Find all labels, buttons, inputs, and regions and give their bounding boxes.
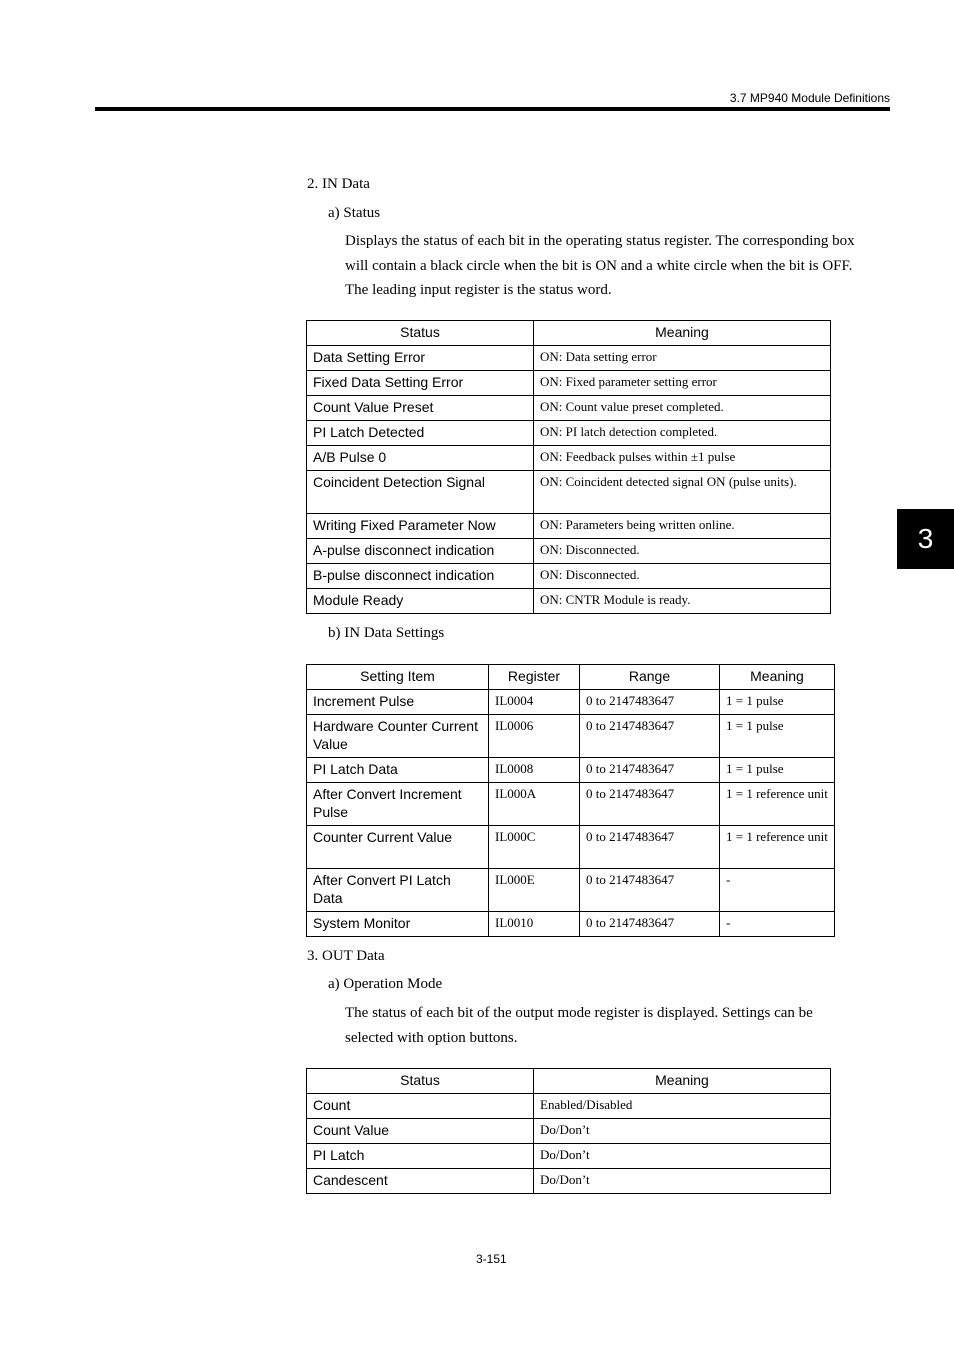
operation-mode-description (345, 1001, 895, 1050)
register-cell: IL0004 (489, 690, 580, 715)
range-cell: 0 to 2147483647 (580, 690, 720, 715)
status-cell: Count Value Preset (307, 396, 534, 421)
register-cell: IL0006 (489, 715, 580, 758)
in-data-heading: 2. IN Data (307, 176, 370, 192)
out-data-heading: 3. OUT Data (307, 948, 385, 964)
status-subheading: a) Status (328, 205, 381, 221)
setting-item-cell: Counter Current Value (307, 826, 489, 869)
status-cell: Module Ready (307, 589, 534, 614)
register-cell: IL000C (489, 826, 580, 869)
column-header-meaning: Meaning (534, 1069, 831, 1094)
status-cell: Count (307, 1094, 534, 1119)
meaning-cell: ON: Disconnected. (534, 539, 831, 564)
register-cell: IL0008 (489, 758, 580, 783)
meaning-cell: ON: Fixed parameter setting error (534, 371, 831, 396)
status-description-line: Displays the status of each bit in the operating status register. The corresponding box (345, 233, 855, 249)
status-description (345, 229, 895, 303)
meaning-cell: 1 = 1 pulse (720, 758, 835, 783)
table-row (307, 346, 831, 371)
range-cell: 0 to 2147483647 (580, 783, 720, 826)
meaning-cell: ON: Data setting error (534, 346, 831, 371)
status-cell: Writing Fixed Parameter Now (307, 514, 534, 539)
table-row (307, 912, 835, 937)
meaning-cell: ON: Feedback pulses within ±1 pulse (534, 446, 831, 471)
table-row (307, 539, 831, 564)
operation-mode-description-line: The status of each bit of the output mode register is displayed. Settings can be (345, 1005, 813, 1021)
meaning-cell: - (720, 912, 835, 937)
setting-item-cell: Increment Pulse (307, 690, 489, 715)
meaning-cell: Do/Don’t (534, 1169, 831, 1194)
meaning-cell: 1 = 1 pulse (720, 715, 835, 758)
status-cell: Count Value (307, 1119, 534, 1144)
range-cell: 0 to 2147483647 (580, 869, 720, 912)
table-row (307, 589, 831, 614)
table-row (307, 421, 831, 446)
status-cell: A/B Pulse 0 (307, 446, 534, 471)
range-cell: 0 to 2147483647 (580, 715, 720, 758)
column-header-meaning: Meaning (534, 321, 831, 346)
table-row (307, 715, 835, 758)
setting-item-cell: System Monitor (307, 912, 489, 937)
status-description-line: The leading input register is the status word. (345, 282, 612, 298)
column-header-setting-item: Setting Item (307, 665, 489, 690)
status-cell: PI Latch Detected (307, 421, 534, 446)
column-header-status: Status (307, 1069, 534, 1094)
operation-mode-table (306, 1068, 831, 1194)
table-row (307, 1119, 831, 1144)
table-row (307, 783, 835, 826)
status-cell: Fixed Data Setting Error (307, 371, 534, 396)
section-header: 3.7 MP940 Module Definitions (729, 91, 890, 105)
meaning-cell: 1 = 1 pulse (720, 690, 835, 715)
column-header-status: Status (307, 321, 534, 346)
page-number: 3-151 (476, 1252, 507, 1266)
table-row (307, 446, 831, 471)
status-description-line: will contain a black circle when the bit is ON and a white circle when the bit is OFF. (345, 257, 853, 274)
setting-item-cell: After Convert Increment Pulse (307, 783, 489, 826)
status-cell: B-pulse disconnect indication (307, 564, 534, 589)
status-cell: Data Setting Error (307, 346, 534, 371)
meaning-cell: - (720, 869, 835, 912)
column-header-register: Register (489, 665, 580, 690)
in-data-settings-table (306, 664, 835, 937)
setting-item-cell: Hardware Counter Current Value (307, 715, 489, 758)
meaning-cell: Enabled/Disabled (534, 1094, 831, 1119)
table-row (307, 869, 835, 912)
table-row (307, 396, 831, 421)
table-row (307, 758, 835, 783)
meaning-cell: ON: PI latch detection completed. (534, 421, 831, 446)
meaning-cell: ON: Disconnected. (534, 564, 831, 589)
operation-mode-description-line: selected with option buttons. (345, 1029, 518, 1046)
header-rule (95, 107, 890, 111)
range-cell: 0 to 2147483647 (580, 758, 720, 783)
table-row (307, 371, 831, 396)
meaning-cell: Do/Don’t (534, 1119, 831, 1144)
status-cell: A-pulse disconnect indication (307, 539, 534, 564)
register-cell: IL000A (489, 783, 580, 826)
setting-item-cell: After Convert PI Latch Data (307, 869, 489, 912)
table-row (307, 1094, 831, 1119)
register-cell: IL000E (489, 869, 580, 912)
in-data-settings-subheading: b) IN Data Settings (328, 625, 445, 641)
column-header-meaning: Meaning (720, 665, 835, 690)
meaning-cell: 1 = 1 reference unit (720, 826, 835, 869)
table-row (307, 1169, 831, 1194)
meaning-cell: ON: CNTR Module is ready. (534, 589, 831, 614)
status-cell: PI Latch (307, 1144, 534, 1169)
status-cell: Coincident Detection Signal (307, 471, 534, 514)
table-row (307, 471, 831, 514)
meaning-cell: Do/Don’t (534, 1144, 831, 1169)
chapter-tab: 3 (897, 509, 954, 569)
setting-item-cell: PI Latch Data (307, 758, 489, 783)
table-row (307, 690, 835, 715)
range-cell: 0 to 2147483647 (580, 826, 720, 869)
column-header-range: Range (580, 665, 720, 690)
register-cell: IL0010 (489, 912, 580, 937)
table-row (307, 564, 831, 589)
status-table (306, 320, 831, 614)
meaning-cell: 1 = 1 reference unit (720, 783, 835, 826)
table-row (307, 514, 831, 539)
operation-mode-subheading: a) Operation Mode (328, 976, 443, 992)
meaning-cell: ON: Parameters being written online. (534, 514, 831, 539)
meaning-cell: ON: Coincident detected signal ON (pulse units). (534, 471, 831, 514)
meaning-cell: ON: Count value preset completed. (534, 396, 831, 421)
status-cell: Candescent (307, 1169, 534, 1194)
range-cell: 0 to 2147483647 (580, 912, 720, 937)
table-row (307, 826, 835, 869)
table-row (307, 1144, 831, 1169)
